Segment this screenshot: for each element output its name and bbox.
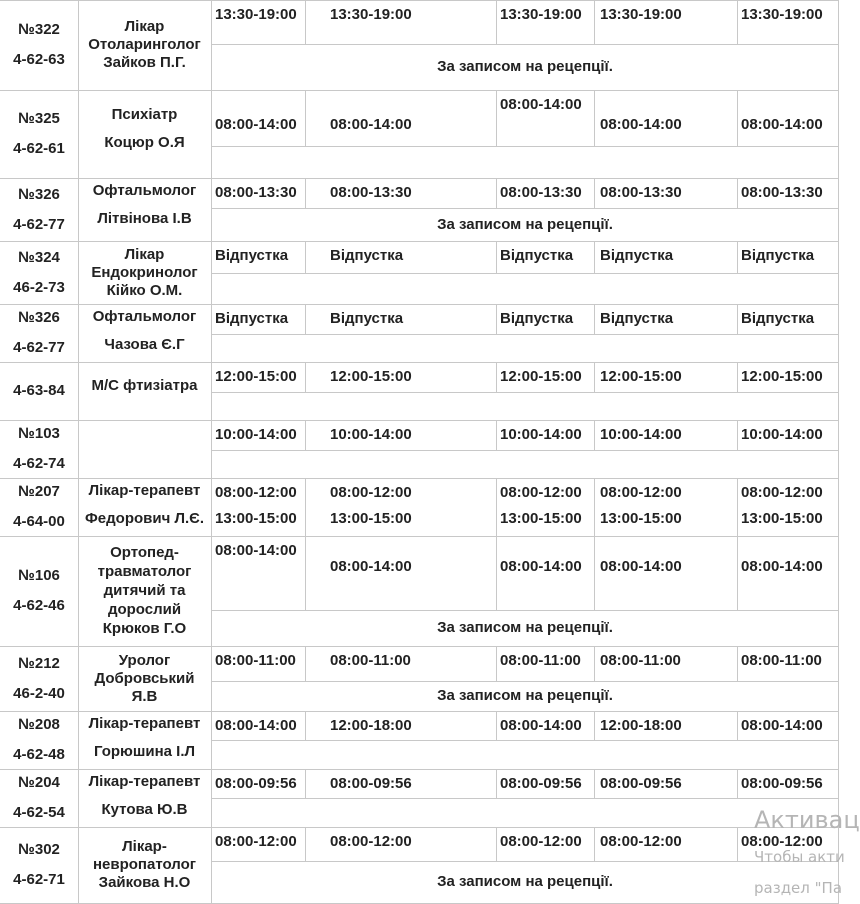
time-slot: Відпустка — [500, 247, 574, 264]
time-column-divider — [305, 478, 306, 536]
windows-activation-text: Чтобы акти — [754, 848, 845, 866]
time-column-divider — [305, 646, 306, 681]
time-slot: 08:00-14:00 — [500, 96, 582, 113]
room-room: №106 — [18, 567, 60, 584]
time-slot-afternoon: 13:00-15:00 — [215, 510, 297, 527]
time-slot: 08:00-14:00 — [500, 716, 582, 734]
room-phone: 4-62-77 — [13, 339, 65, 356]
room-phone: 46-2-40 — [13, 684, 65, 702]
room-phone: 4-62-48 — [13, 746, 65, 763]
specialty-line: Уролог — [118, 651, 171, 669]
time-column-divider — [594, 304, 595, 334]
doctor-name: Крюков Г.О — [102, 619, 187, 637]
time-column-divider — [594, 711, 595, 740]
row-divider — [0, 90, 839, 91]
time-column-divider — [496, 536, 497, 610]
time-slot: 08:00-12:00 — [215, 484, 297, 501]
room-phone: 4-62-54 — [13, 804, 65, 821]
time-column-divider — [737, 362, 738, 392]
time-slot: 08:00-11:00 — [330, 652, 411, 669]
time-slot: 08:00-12:00 — [500, 484, 582, 501]
doctor-name: Коцюр О.Я — [104, 134, 185, 151]
time-slot: 12:00-15:00 — [500, 368, 582, 385]
room-room: №212 — [18, 654, 60, 672]
time-slot: 08:00-12:00 — [741, 833, 823, 850]
time-slot: 08:00-14:00 — [215, 542, 297, 559]
time-column-divider — [305, 362, 306, 392]
row-divider — [0, 241, 839, 242]
doctor-name: Горюшина І.Л — [93, 743, 196, 760]
appointment-note: За записом на рецепції. — [437, 687, 613, 704]
room-room: №325 — [18, 110, 60, 127]
time-column-divider — [496, 362, 497, 392]
doctor-name: Зайкова Н.О — [98, 874, 191, 891]
time-column-divider — [737, 241, 738, 273]
time-slot: 12:00-18:00 — [600, 716, 682, 734]
time-column-divider — [305, 827, 306, 861]
room-phone: 4-63-84 — [13, 382, 65, 399]
specialty-line: Офтальмолог — [92, 308, 197, 325]
time-column-divider — [594, 827, 595, 861]
time-slot: 12:00-15:00 — [330, 368, 412, 385]
time-slot: 08:00-14:00 — [215, 716, 297, 734]
time-slot: 08:00-09:56 — [741, 774, 823, 792]
time-slot: Відпустка — [500, 310, 574, 327]
time-column-divider — [737, 420, 738, 450]
time-column-divider — [594, 646, 595, 681]
windows-activation-title: Активац — [754, 806, 860, 834]
time-slot: 08:00-12:00 — [215, 833, 297, 850]
time-slot: 08:00-13:30 — [500, 184, 582, 201]
band-divider — [211, 610, 839, 611]
time-column-divider — [594, 536, 595, 610]
time-slot: 08:00-13:30 — [330, 184, 412, 201]
time-slot: 08:00-09:56 — [600, 774, 682, 792]
time-column-divider — [496, 241, 497, 273]
room-room: №208 — [18, 716, 60, 733]
doctor-name: Кійко О.М. — [106, 281, 183, 299]
time-slot: 08:00-11:00 — [600, 652, 681, 669]
time-slot: 10:00-14:00 — [741, 426, 823, 443]
time-column-divider — [496, 827, 497, 861]
time-column-divider — [305, 304, 306, 334]
time-column-divider — [594, 478, 595, 536]
room-room: №302 — [18, 841, 60, 858]
time-column-divider — [305, 536, 306, 610]
time-column-divider — [737, 0, 738, 44]
time-column-divider — [737, 711, 738, 740]
specialty-line: Отоларинголог — [88, 36, 201, 53]
specialty-line: дитячий та — [103, 581, 186, 599]
specialty-line: Лікар — [124, 245, 165, 263]
time-column-divider — [594, 769, 595, 798]
time-slot-afternoon: 13:00-15:00 — [741, 510, 823, 527]
room-phone: 4-62-77 — [13, 215, 65, 233]
time-slot: 08:00-11:00 — [215, 652, 296, 669]
time-column-divider — [737, 478, 738, 536]
room-room: №324 — [18, 248, 60, 266]
room-phone: 4-62-74 — [13, 455, 65, 472]
band-divider — [211, 273, 839, 274]
time-slot: Відпустка — [215, 247, 289, 264]
time-slot-afternoon: 13:00-15:00 — [330, 510, 412, 527]
specialty-line: Лікар- — [122, 838, 167, 855]
time-slot: Відпустка — [741, 310, 815, 327]
time-column-divider — [737, 646, 738, 681]
time-slot: 10:00-14:00 — [500, 426, 582, 443]
time-slot: 08:00-11:00 — [741, 652, 822, 669]
time-slot: Відпустка — [741, 247, 815, 264]
windows-activation-text-2: раздел "Па — [754, 879, 843, 897]
row-divider — [0, 362, 839, 363]
specialty-line: Офтальмолог — [92, 182, 197, 199]
row-divider — [0, 178, 839, 179]
room-phone: 4-64-00 — [13, 513, 65, 530]
band-divider — [211, 146, 839, 147]
time-slot-afternoon: 13:00-15:00 — [600, 510, 682, 527]
time-column-divider — [594, 178, 595, 208]
time-slot: 10:00-14:00 — [600, 426, 682, 443]
time-column-divider — [594, 0, 595, 44]
time-column-divider — [305, 241, 306, 273]
band-divider — [211, 861, 839, 862]
time-column-divider — [305, 769, 306, 798]
band-divider — [211, 44, 839, 45]
time-slot: 08:00-12:00 — [330, 833, 412, 850]
room-room: №207 — [18, 483, 60, 500]
time-slot: 08:00-09:56 — [330, 774, 412, 792]
specialty-line: невропатолог — [92, 856, 197, 873]
time-column-divider — [737, 827, 738, 861]
time-column-divider — [737, 769, 738, 798]
time-slot: 10:00-14:00 — [215, 426, 297, 443]
room-phone: 4-62-61 — [13, 140, 65, 157]
row-divider — [0, 711, 839, 712]
time-column-divider — [305, 178, 306, 208]
time-slot: 13:30-19:00 — [215, 6, 297, 23]
specialty-line: травматолог — [97, 562, 192, 580]
specialty-line: Ортопед- — [110, 543, 179, 561]
room-room: №326 — [18, 309, 60, 326]
time-slot: 08:00-14:00 — [500, 558, 582, 575]
time-column-divider — [594, 362, 595, 392]
time-column-divider — [737, 90, 738, 146]
band-divider — [211, 798, 839, 799]
time-slot: Відпустка — [215, 310, 289, 327]
doctor-name: Зайков П.Г. — [103, 54, 186, 71]
time-slot: 13:30-19:00 — [741, 6, 823, 23]
doctor-name: Федорович Л.Є. — [84, 510, 204, 527]
row-divider — [0, 769, 839, 770]
time-slot: Відпустка — [330, 247, 404, 264]
time-slot: 08:00-13:30 — [215, 184, 297, 201]
time-slot: 08:00-14:00 — [600, 116, 682, 133]
specialty-line: Лікар-терапевт — [88, 482, 201, 499]
band-divider — [211, 334, 839, 335]
band-divider — [211, 208, 839, 209]
row-divider — [0, 420, 839, 421]
appointment-note: За записом на рецепції. — [437, 619, 613, 636]
time-slot: 13:30-19:00 — [600, 6, 682, 23]
specialty-line: Лікар — [124, 18, 165, 35]
time-slot: 08:00-14:00 — [330, 116, 412, 133]
time-slot: 08:00-13:30 — [600, 184, 682, 201]
room-phone: 4-62-71 — [13, 871, 65, 888]
specialty-line: Ендокринолог — [91, 263, 198, 281]
room-room: №204 — [18, 774, 60, 791]
time-slot: 08:00-14:00 — [215, 116, 297, 133]
room-phone: 4-62-63 — [13, 51, 65, 68]
time-column-divider — [496, 178, 497, 208]
time-column-divider — [594, 90, 595, 146]
band-divider — [211, 392, 839, 393]
time-column-divider — [305, 711, 306, 740]
time-slot: 08:00-13:30 — [741, 184, 823, 201]
specialty-line: Добровський — [94, 669, 195, 687]
specialty-line: Психіатр — [111, 106, 178, 123]
time-slot: Відпустка — [600, 310, 674, 327]
time-column-divider — [737, 178, 738, 208]
appointment-note: За записом на рецепції. — [437, 215, 613, 233]
time-column-divider — [496, 420, 497, 450]
time-column-divider — [496, 478, 497, 536]
time-slot: 12:00-18:00 — [330, 716, 412, 734]
time-column-divider — [305, 0, 306, 44]
time-column-divider — [496, 90, 497, 146]
time-slot: 08:00-14:00 — [741, 558, 823, 575]
time-slot-afternoon: 13:00-15:00 — [500, 510, 582, 527]
room-room: №326 — [18, 185, 60, 203]
time-slot: 13:30-19:00 — [330, 6, 412, 23]
time-slot: 12:00-15:00 — [600, 368, 682, 385]
time-slot: 08:00-12:00 — [741, 484, 823, 501]
time-slot: 08:00-09:56 — [500, 774, 582, 792]
time-column-divider — [305, 420, 306, 450]
time-slot: 08:00-14:00 — [330, 558, 412, 575]
row-divider — [0, 827, 839, 828]
row-divider — [0, 478, 839, 479]
time-slot: 12:00-15:00 — [215, 368, 297, 385]
time-slot: 08:00-12:00 — [330, 484, 412, 501]
time-slot: 08:00-12:00 — [600, 484, 682, 501]
doctor-name: Кутова Ю.В — [101, 801, 188, 818]
table-right-border — [838, 0, 839, 903]
time-slot: 08:00-12:00 — [500, 833, 582, 850]
doctor-name: Літвінова І.В — [97, 210, 192, 227]
doctor-name: Чазова Є.Г — [104, 336, 185, 353]
time-column-divider — [594, 420, 595, 450]
time-column-divider — [496, 0, 497, 44]
time-slot: 12:00-15:00 — [741, 368, 823, 385]
time-column-divider — [496, 769, 497, 798]
time-column-divider — [737, 304, 738, 334]
band-divider — [211, 681, 839, 682]
room-phone: 46-2-73 — [13, 278, 65, 296]
time-slot: Відпустка — [330, 310, 404, 327]
room-room: №103 — [18, 425, 60, 442]
time-column-divider — [737, 536, 738, 610]
band-divider — [211, 740, 839, 741]
time-slot: 08:00-11:00 — [500, 652, 581, 669]
time-slot: 13:30-19:00 — [500, 6, 582, 23]
specialty-line: дорослий — [107, 600, 182, 618]
room-phone: 4-62-46 — [13, 597, 65, 614]
specialty-line: Лікар-терапевт — [88, 773, 201, 790]
time-slot: 08:00-12:00 — [600, 833, 682, 850]
appointment-note: За записом на рецепції. — [437, 873, 613, 890]
time-slot: 10:00-14:00 — [330, 426, 412, 443]
doctor-name: Я.В — [131, 687, 158, 705]
time-column-divider — [305, 90, 306, 146]
band-divider — [211, 536, 839, 537]
time-slot: 08:00-14:00 — [741, 716, 823, 734]
appointment-note: За записом на рецепції. — [437, 58, 613, 75]
row-divider — [0, 0, 839, 1]
specialty-line: М/С фтизіатра — [91, 377, 198, 394]
time-slot: 08:00-14:00 — [600, 558, 682, 575]
specialty-line: Лікар-терапевт — [88, 715, 201, 732]
time-column-divider — [594, 241, 595, 273]
room-room: №322 — [18, 21, 60, 38]
row-divider — [0, 646, 839, 647]
time-column-divider — [496, 646, 497, 681]
time-column-divider — [496, 304, 497, 334]
time-slot: 08:00-09:56 — [215, 774, 297, 792]
time-column-divider — [496, 711, 497, 740]
column-divider — [211, 0, 212, 903]
band-divider — [211, 450, 839, 451]
time-slot: 08:00-14:00 — [741, 116, 823, 133]
row-divider — [0, 304, 839, 305]
time-slot: Відпустка — [600, 247, 674, 264]
